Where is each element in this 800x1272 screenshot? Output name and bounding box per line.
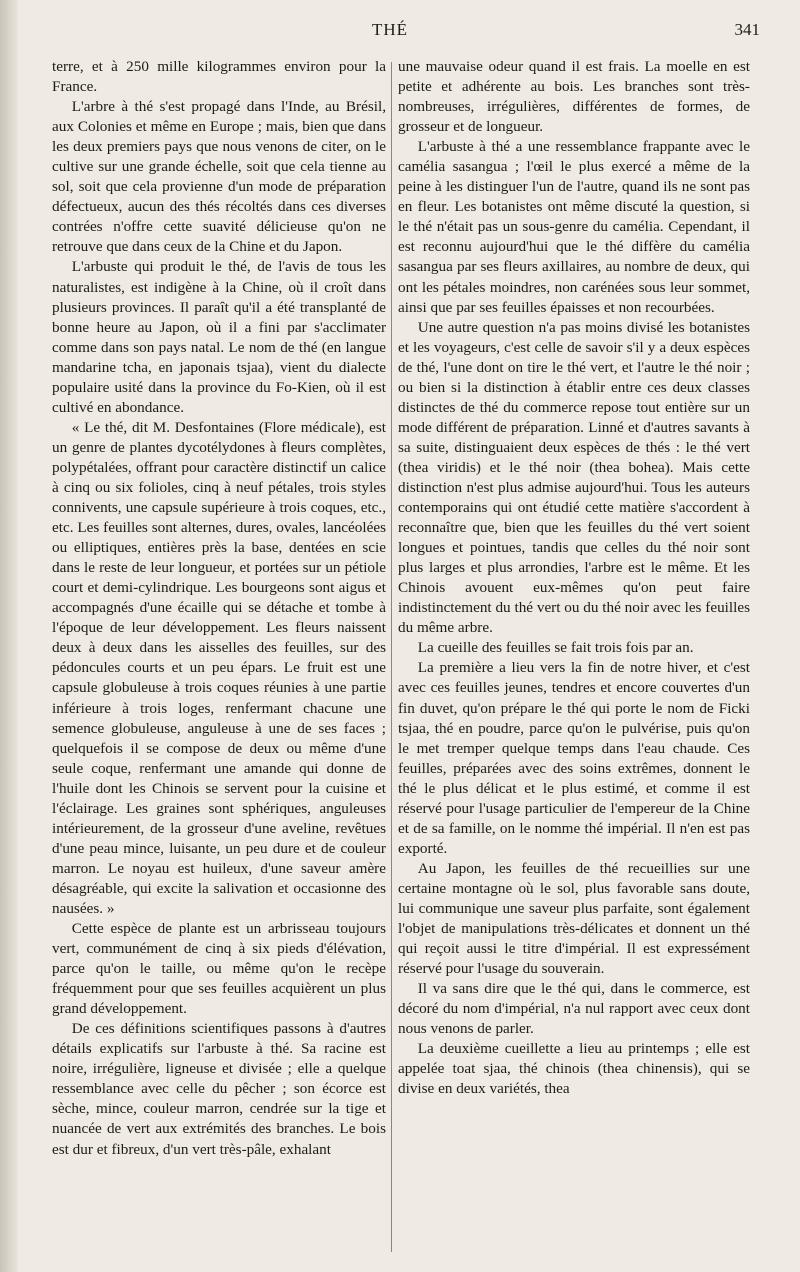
paragraph: Au Japon, les feuilles de thé recueillies sur une certaine montagne où le sol, plus favorable sans doute, lui communique une saveur plus parfaite, sont également l'objet de manipulations très-délicates et donnent un thé qui reçoit aussi le titre d'impérial. Il est expressément réservé pour l'usage du souverain. xyxy=(398,859,750,978)
binding-shadow xyxy=(0,0,18,1272)
paragraph: La cueille des feuilles se fait trois fois par an. xyxy=(417,639,694,657)
paragraph: Cette espèce de plante est un arbrisseau toujours vert, communément de cinq à six pieds d'élévation, parce qu'on le taille, ou même qu'on le recèpe fréquemment pour que ses feuilles acquièrent un plus grand développement. xyxy=(52,920,386,1018)
paragraph: Il va sans dire que le thé qui, dans le commerce, est décoré du nom d'impérial, n'a nul rapport avec ceux dont nous venons de parler. xyxy=(398,980,750,1038)
paragraph: L'arbuste à thé a une ressemblance frappante avec le camélia sasangua ; l'œil le plus exercé a même de la peine à les distinguer l'un de l'autre, quand ils ne sont pas en fleur. Les botanistes ont même discuté la question, si le thé n'était pas un sous-genre du camélia. Cependant, il est reconnu aujourd'hui que le thé diffère du camélia sasangua par ses fleurs axillaires, au nombre de deux, qui ont les pétales moindres, non carénées sous leur sommet, ainsi que par ses feuilles épaisses et non recourbées. xyxy=(398,138,750,316)
page-number: 341 xyxy=(734,20,760,39)
right-column xyxy=(398,57,750,1257)
paragraph: terre, et à 250 mille kilogrammes environ pour la France. xyxy=(52,58,386,96)
paragraph: L'arbuste qui produit le thé, de l'avis de tous les naturalistes, est indigène à la Chine, où il croît dans plusieurs provinces. Il paraît qu'il a été transplanté de bonne heure au Japon, où il a fini par s'acclimater comme dans son pays natal. Le nom de thé (en langue mandarine tcha, en japonais tsjaa), vient du dialecte populaire usité dans la province du Fo-Kien, où il est cultivé en abondance. xyxy=(52,258,386,416)
paragraph: Une autre question n'a pas moins divisé les botanistes et les voyageurs, c'est celle de savoir s'il y a deux espèces de thé, l'une dont on tire le thé vert, et l'autre le thé noir ; ou bien si la distinction à établir entre ces deux classes distinctes de thé du commerce repose tout entière sur un mode différent de préparation. Linné et d'autres savants à sa suite, distinguaient deux espèces de thés : le thé vert (thea viridis) et le thé noir (thea bohea). Mais cette distinction n'est plus admise aujourd'hui. Tous les auteurs contemporains qui ont étudié cette matière s'accordent à reconnaître que, bien que les feuilles du thé vert soient longues et pointues, tandis que celles du thé noir sont plus larges et plus arrondies, l'arbre est le même. Et les Chinois avouent eux-mêmes qu'on peut faire indistinctement du thé vert ou du thé noir avec les feuilles du même arbre. xyxy=(398,318,750,637)
paragraph: une mauvaise odeur quand il est frais. La moelle en est petite et adhérente au bois. Les branches sont très-nombreuses, irrégulières, différentes de formes, de grosseur et de longueur. xyxy=(398,58,750,136)
paragraph: La deuxième cueillette a lieu au printemps ; elle est appelée toat sjaa, thé chinois (thea chinensis), qui se divise en deux variétés, thea xyxy=(398,1040,750,1098)
paragraph: De ces définitions scientifiques passons à d'autres détails explicatifs sur l'arbuste à thé. Sa racine est noire, irrégulière, ligneuse et divisée ; elle a quelque ressemblance avec celle du pêcher ; son écorce est sèche, mince, couleur marron, cendrée sur la tige et nuancée de vert aux extrémités des branches. Le bois est dur et fibreux, d'un vert très-pâle, exhalant xyxy=(52,1020,386,1158)
left-column xyxy=(52,57,386,1257)
paragraph-quote: « Le thé, dit M. Desfontaines (Flore médicale), est un genre de plantes dycotélydones à fleurs complètes, polypétalées, offrant pour caractère distinctif un calice à cinq ou six folioles, cinq à neuf pétales, trois styles connivents, une capsule supérieure à trois coques, etc., etc. Les feuilles sont alternes, dures, ovales, lancéolées ou elliptiques, entières près la base, dentées en scie dans le reste de leur longueur, et portées sur un pétiole court et demi-cylindrique. Les bourgeons sont aigus et accompagnés d'une écaille qui se détache et tombe à l'époque de leur développement. Les fleurs naissent deux à deux dans les aisselles des feuilles, sur des pédoncules courts et un peu épars. Le fruit est une capsule globuleuse à trois coques réunies à une partie inférieure à trois loges, renfermant chacune une semence globuleuse, anguleuse à une de ses faces ; quelquefois il se compose de deux ou même d'une seule coque, renfermant une amande qui donne de l'huile dont les Chinois se servent pour la cuisine et l'éclairage. Les graines sont sphériques, anguleuses intérieurement, de la grosseur d'une aveline, revêtues d'une peau mince, luisante, un peu dure et de couleur marron. Le noyau est huileux, d'une saveur amère désagréable, qui excite la salivation et occasionne des nausées. » xyxy=(52,418,386,917)
running-header xyxy=(0,20,800,46)
paragraph: La première a lieu vers la fin de notre hiver, et c'est avec ces feuilles jeunes, tendres et encore couvertes d'un fin duvet, qu'on prépare le thé qui porte le nom de Ficki tsjaa, thé en poudre, parce qu'on le pulvérise, puis qu'on le met tremper quelque temps dans l'eau chaude. Ces feuilles, préparées avec des soins extrêmes, donnent le thé le plus délicat et le plus estimé, et comme il est réservé pour l'usage particulier de l'empereur de la Chine et de sa famille, on le nomme thé impérial. Il n'en est pas exporté. xyxy=(398,659,750,857)
paragraph: L'arbre à thé s'est propagé dans l'Inde, au Brésil, aux Colonies et même en Europe ; mais, bien que dans les deux premiers pays que nous venons de citer, on le cultive sur une grande échelle, soit que cela tienne au sol, soit que cela provienne d'un mode de préparation défectueux, aucun des thés récoltés dans ces diverses contrées n'offre cette suavité délicieuse qu'on ne retrouve que dans ceux de la Chine et du Japon. xyxy=(52,98,386,256)
column-divider xyxy=(391,62,392,1252)
running-title: THÉ xyxy=(372,20,409,39)
